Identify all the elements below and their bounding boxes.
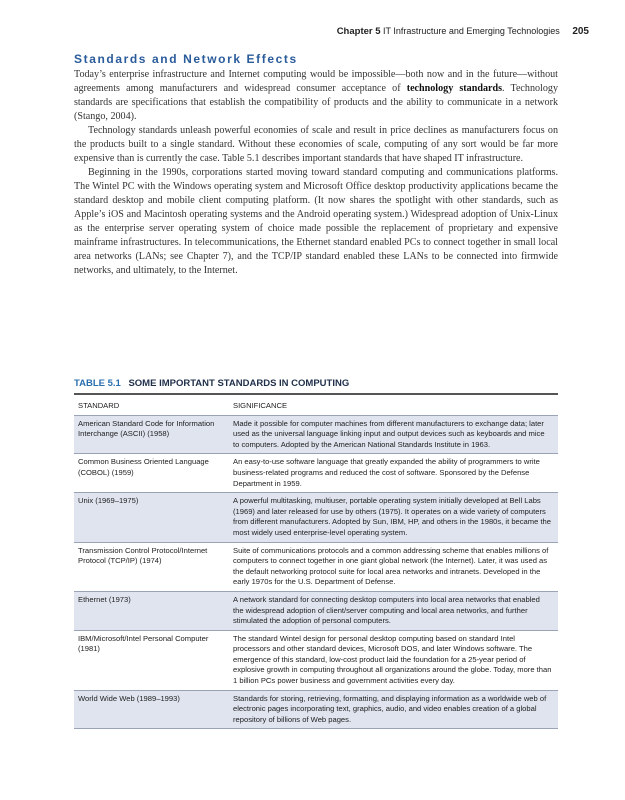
paragraph-1 xyxy=(74,68,558,124)
page-number: 205 xyxy=(572,26,589,37)
table-row xyxy=(74,453,558,492)
cell-standard: Ethernet (1973) xyxy=(78,594,131,604)
cell-standard: American Standard Code for Information Interchange (ASCII) (1958) xyxy=(78,418,215,439)
running-header xyxy=(337,26,589,37)
cell-significance: A powerful multitasking, multiuser, portable operating system initially developed at Bell Labs (1969) and later released for use by others (1975). It operates on a wide variety of computers from different manufacturers. Adopted by Sun, IBM, HP, and others in the 1980s, it became the most widely used enterprise-level operating system. xyxy=(233,496,551,537)
paragraph-1-text: Today’s enterprise infrastructure and Internet computing would be impossible—both now and in the future—without agreements among manufacturers and widespread consumer acceptance of xyxy=(74,69,558,94)
cell-significance: An easy-to-use software language that greatly expanded the ability of programmers to write business-related programs and reduced the cost of software. Sponsored by the Defense Department in 1959. xyxy=(233,457,540,488)
header-standard: STANDARD xyxy=(78,401,120,410)
chapter-label: Chapter 5 xyxy=(336,26,381,37)
table-header-row xyxy=(74,395,558,415)
chapter-title: IT Infrastructure and Emerging Technologies xyxy=(383,26,560,36)
cell-significance: A network standard for connecting desktop computers into local area networks that enabled the widespread adoption of client/server computing and local area networks, and further stimulated the adoption of personal computers. xyxy=(233,594,540,626)
cell-significance: Suite of communications protocols and a common addressing scheme that enables millions of computers to connect together in one giant global network (the Internet). Later, it was used as the default networking protocol suite for local area networks and intranets. Developed in the early 1970s for the U.S. Department of Defense. xyxy=(233,545,549,587)
cell-significance: The standard Wintel design for personal desktop computing based on standard Intel processors and other standard devices, Microsoft DOS, and later Windows software. The emergence of this standard, low-cost product laid the foundation for a 25-year period of explosive growth in computing throughout all organizations around the globe. Today, more than 1 billion PCs power business and government activities every day. xyxy=(233,633,552,686)
paragraph-1-text-end: . Technology standards are specifications that establish the compatibility of products and the ability to communicate in a network (Stango, 2004). xyxy=(74,83,558,122)
cell-standard: IBM/Microsoft/Intel Personal Computer (1981) xyxy=(78,633,209,654)
key-term: technology standards xyxy=(406,83,503,94)
cell-standard: Unix (1969–1975) xyxy=(78,496,139,506)
standards-table xyxy=(74,393,558,729)
table-caption xyxy=(74,378,349,389)
table-row xyxy=(74,591,558,630)
body-text xyxy=(74,68,558,278)
cell-standard: World Wide Web (1989–1993) xyxy=(78,693,180,703)
header-significance: SIGNIFICANCE xyxy=(233,401,288,410)
table-row xyxy=(74,415,558,454)
table-number: TABLE 5.1 xyxy=(74,378,121,389)
table-row xyxy=(74,630,558,690)
cell-standard: Transmission Control Protocol/Internet Protocol (TCP/IP) (1974) xyxy=(78,545,208,566)
paragraph-3: Beginning in the 1990s, corporations started moving toward standard computing and communications platforms. The Wintel PC with the Windows operating system and Microsoft Office desktop productivity applications became the standard desktop and mobile client computing platform. (It now shares the spotlight with other standards, such as Apple’s iOS and Macintosh operating systems and the Android operating system.) Widespread adoption of Unix-Linux as the enterprise server operating system of choice made possible the replacement of proprietary and expensive mainframe infrastructures. In telecommunications, the Ethernet standard enabled PCs to connect together in small local area networks (LANs; see Chapter 7), and the TCP/IP standard enabled these LANs to be connected into firmwide networks, and ultimately, to the Internet. xyxy=(74,167,558,276)
table-row xyxy=(74,690,558,730)
cell-significance: Made it possible for computer machines from different manufacturers to exchange data; later used as the universal language linking input and output devices such as keyboards and mice to computers. Adopted by the American National Standards Institute in 1963. xyxy=(233,418,545,449)
table-row xyxy=(74,542,558,591)
cell-significance: Standards for storing, retrieving, formatting, and displaying information as a worldwide web of electronic pages incorporating text, graphics, audio, and video enables creation of a global repository of billions of Web pages. xyxy=(233,693,547,724)
table-row xyxy=(74,492,558,541)
section-title: Standards and Network Effects xyxy=(74,52,298,66)
cell-standard: Common Business Oriented Language (COBOL) (1959) xyxy=(78,457,209,477)
table-title: SOME IMPORTANT STANDARDS IN COMPUTING xyxy=(128,378,350,389)
paragraph-2: Technology standards unleash powerful economies of scale and result in price declines as manufacturers focus on the products built to a single standard. Without these economies of scale, computing of any sort would be far more expensive than is currently the case. Table 5.1 describes important standards that have shaped IT infrastructure. xyxy=(74,125,558,164)
